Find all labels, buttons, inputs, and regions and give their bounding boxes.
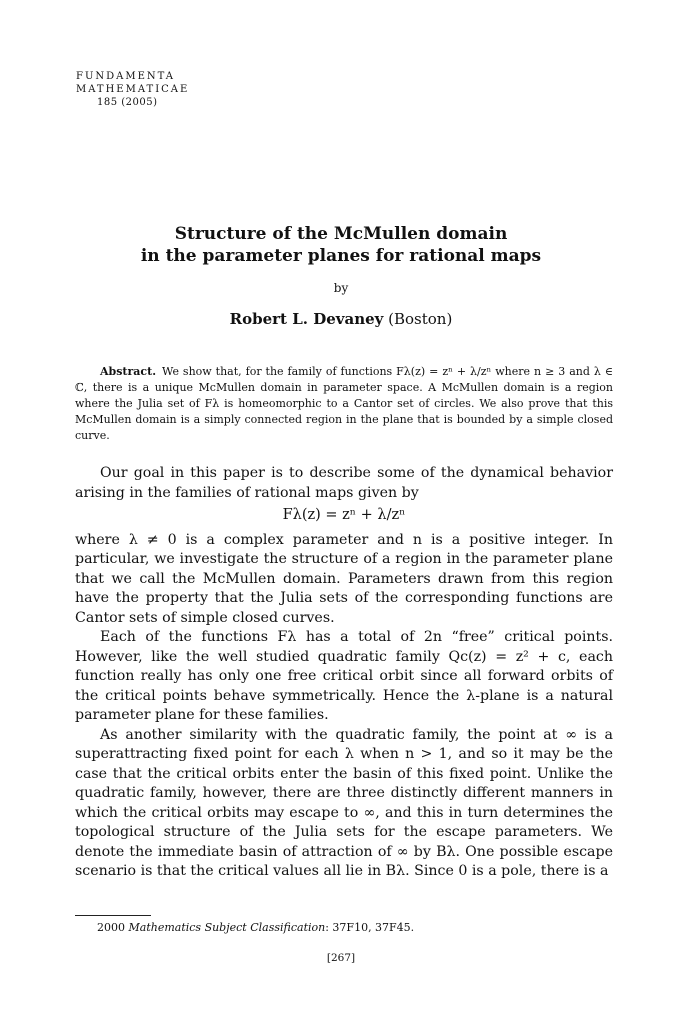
abstract-label: Abstract. bbox=[100, 365, 157, 378]
paragraph-2: Each of the functions Fλ has a total of 2n “free” critical points. However, like the well studied quadratic family Qc(z) = z² + c, each function really has only one free critical orbit since all forward orbits of the critical points behave symmetrically. Hence the λ-plane is a natural parameter plane for these families. bbox=[75, 629, 613, 723]
by-line: by bbox=[333, 281, 349, 295]
paper-title bbox=[0, 223, 682, 267]
journal-volume: 185 (2005) bbox=[97, 97, 158, 108]
journal-name-line2: MATHEMATICAE bbox=[76, 84, 190, 95]
footnote bbox=[97, 921, 414, 934]
footnote-label: Mathematics Subject Classification bbox=[128, 921, 326, 934]
journal-header bbox=[76, 70, 189, 109]
footnote-codes: : 37F10, 37F45. bbox=[325, 921, 415, 934]
author-affiliation: (Boston) bbox=[388, 310, 453, 328]
paragraph-1-continued: where λ ≠ 0 is a complex parameter and n is a positive integer. In particular, we investigate the structure of a region in the parameter plane that we call the McMullen domain. Parameters drawn from this region have the property that the Julia sets of the corresponding functions are Cantor sets of simple closed curves. bbox=[75, 531, 613, 626]
title-line1: Structure of the McMullen domain bbox=[174, 224, 508, 244]
journal-name-line1: FUNDAMENTA bbox=[76, 71, 175, 82]
body-text bbox=[75, 464, 613, 882]
paragraph-1: Our goal in this paper is to describe some of the dynamical behavior arising in the families of rational maps given by bbox=[75, 465, 613, 501]
abstract bbox=[75, 364, 613, 444]
display-equation: Fλ(z) = zⁿ + λ/zⁿ bbox=[282, 507, 406, 523]
abstract-text: We show that, for the family of functions Fλ(z) = zⁿ + λ/zⁿ where n ≥ 3 and λ ∈ ℂ, there is a unique McMullen domain in parameter space. A McMullen domain is a region where the Julia set of Fλ is homeomorphic to a Cantor set of circles. We also prove that this McMullen domain is a simply connected region in the plane that is bounded by a simple closed curve. bbox=[75, 365, 613, 442]
paragraph-3: As another similarity with the quadratic family, the point at ∞ is a superattracting fixed point for each λ when n > 1, and so it may be the case that the critical orbits enter the basin of this fixed point. Unlike the quadratic family, however, there are three distinctly different manners in which the critical orbits may escape to ∞, and this in turn determines the topological structure of the Julia sets for the escape parameters. We denote the immediate basin of attraction of ∞ by Bλ. One possible escape scenario is that the critical values all lie in Bλ. Since 0 is a pole, there is a bbox=[75, 726, 613, 879]
title-line2: in the parameter planes for rational maps bbox=[140, 246, 542, 266]
author-name: Robert L. Devaney bbox=[229, 310, 384, 328]
footnote-year: 2000 bbox=[97, 921, 125, 934]
author-line bbox=[0, 310, 682, 328]
page-number: [267] bbox=[326, 952, 356, 964]
footnote-rule bbox=[75, 915, 151, 916]
